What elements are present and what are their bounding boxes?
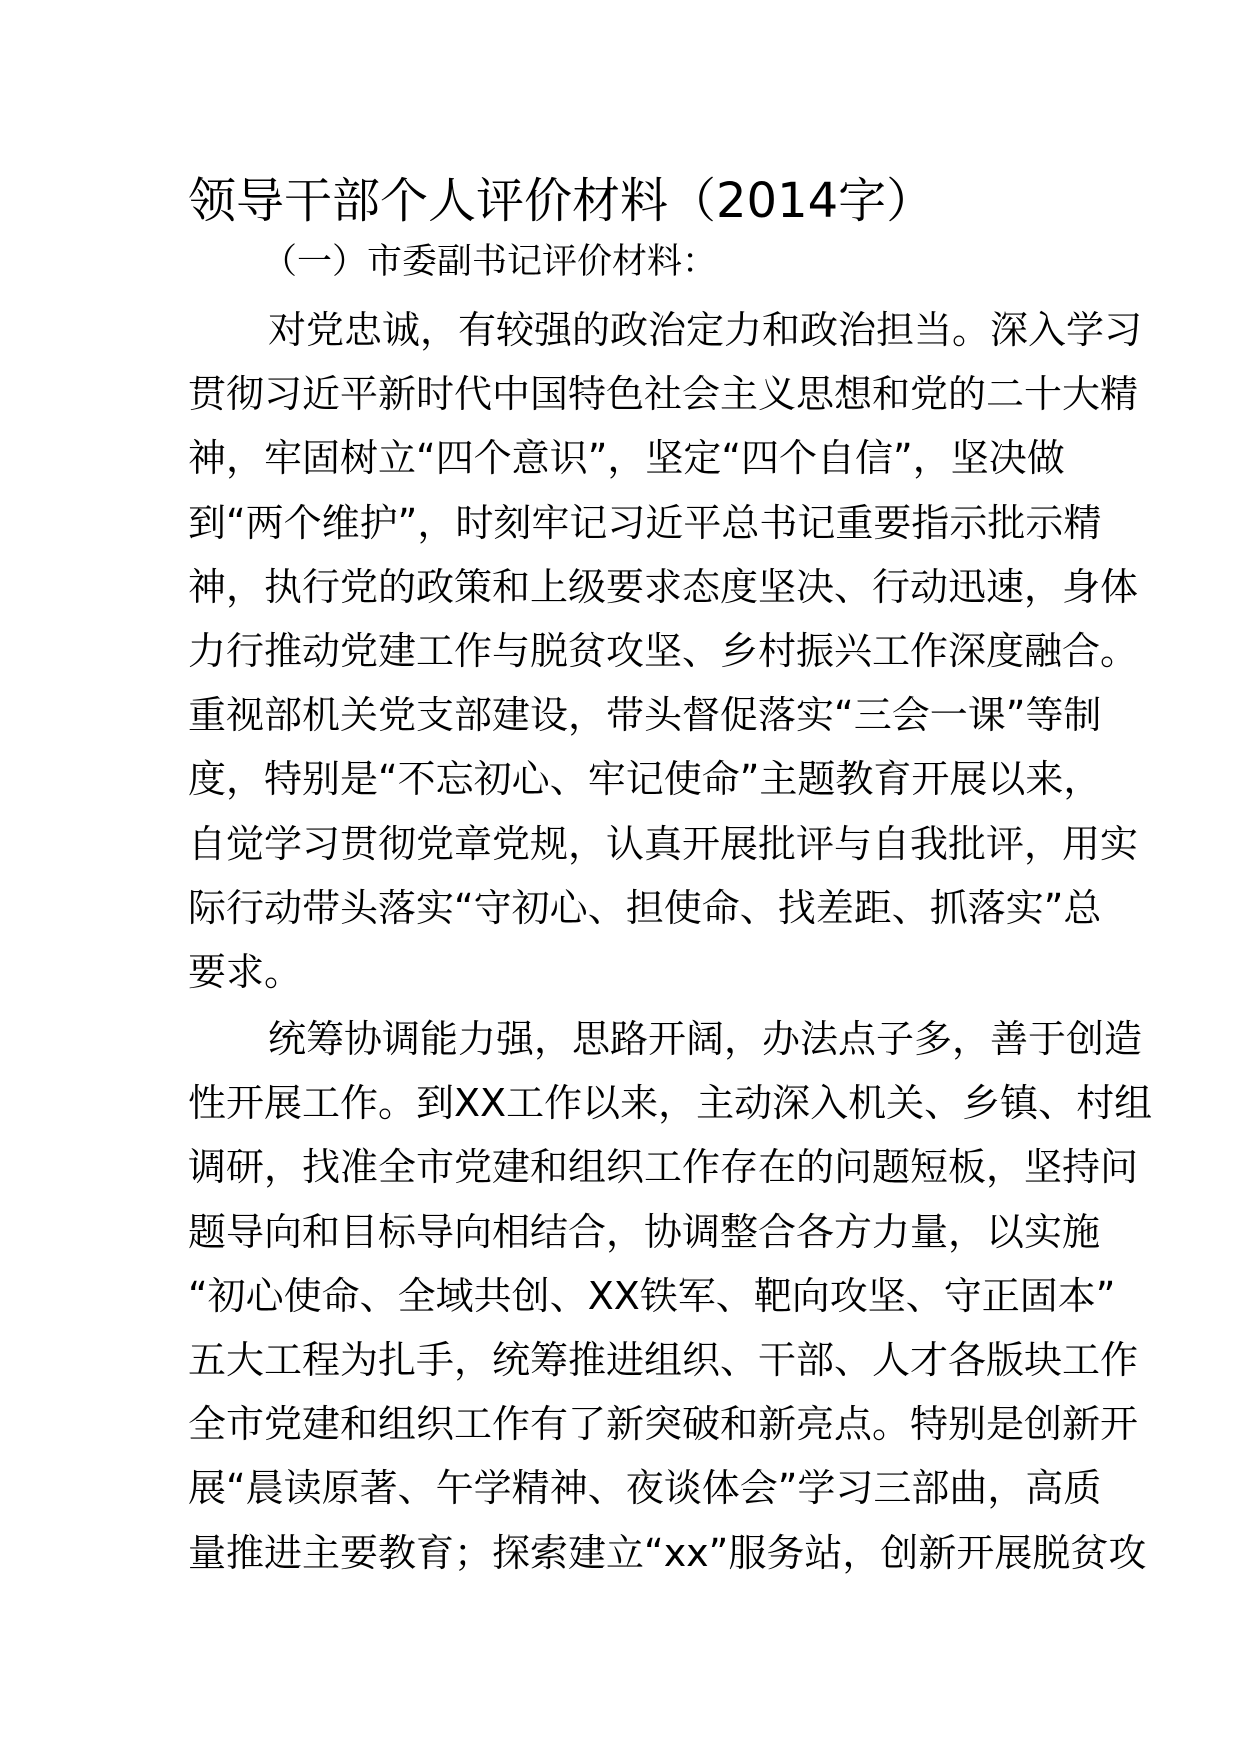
text-line: 度，特别是“不忘初心、牢记使命”主题教育开展以来， [188, 757, 1102, 802]
text-line: 际行动带头落实“守初心、担使命、找差距、抓落实”总 [188, 885, 1102, 930]
text-line: 对党忠诚，有较强的政治定力和政治担当。深入学习 [268, 308, 1143, 352]
text-line: 神，执行党的政策和上级要求态度坚决、行动迅速，身体 [188, 564, 1139, 609]
text-line: 调研，找准全市党建和组织工作存在的问题短板，坚持问 [188, 1145, 1139, 1190]
text-line: 五大工程为扎手，统筹推进组织、干部、人才各版块工作 [188, 1338, 1139, 1382]
text-line: 全市党建和组织工作有了新突破和新亮点。特别是创新开 [188, 1402, 1139, 1447]
text-line: 要求。 [188, 949, 303, 994]
paragraph-loyalty [188, 298, 1143, 1004]
text-line: 性开展工作。到XX工作以来，主动深入机关、乡镇、村组 [188, 1081, 1153, 1126]
text-line: 重视部机关党支部建设，带头督促落实“三会一课”等制 [188, 693, 1102, 738]
text-line: 量推进主要教育；探索建立“xx”服务站，创新开展脱贫攻 [188, 1530, 1147, 1575]
text-line: 自觉学习贯彻党章党规，认真开展批评与自我批评，用实 [188, 821, 1139, 866]
text-line: 贯彻习近平新时代中国特色社会主义思想和党的二十大精 [188, 372, 1139, 417]
paragraph-coordination [188, 1007, 1153, 1585]
text-line: 神，牢固树立“四个意识”，坚定“四个自信”，坚决做 [188, 436, 1065, 481]
text-line: “初心使命、全域共创、XX铁军、靶向攻坚、守正固本” [188, 1273, 1116, 1318]
document-title: 领导干部个人评价材料（2014字） [188, 173, 935, 229]
text-line: 力行推动党建工作与脱贫攻坚、乡村振兴工作深度融合。 [188, 628, 1139, 673]
document-body [188, 298, 1153, 1585]
text-line: 到“两个维护”，时刻牢记习近平总书记重要指示批示精 [188, 500, 1102, 545]
text-line: 统筹协调能力强，思路开阔，办法点子多，善于创造 [268, 1017, 1143, 1062]
text-line: 题导向和目标导向相结合，协调整合各方力量，以实施 [188, 1209, 1101, 1254]
text-line: 展“晨读原著、午学精神、夜谈体会”学习三部曲，高质 [188, 1466, 1102, 1511]
section-heading: （一）市委副书记评价材料： [262, 242, 718, 282]
